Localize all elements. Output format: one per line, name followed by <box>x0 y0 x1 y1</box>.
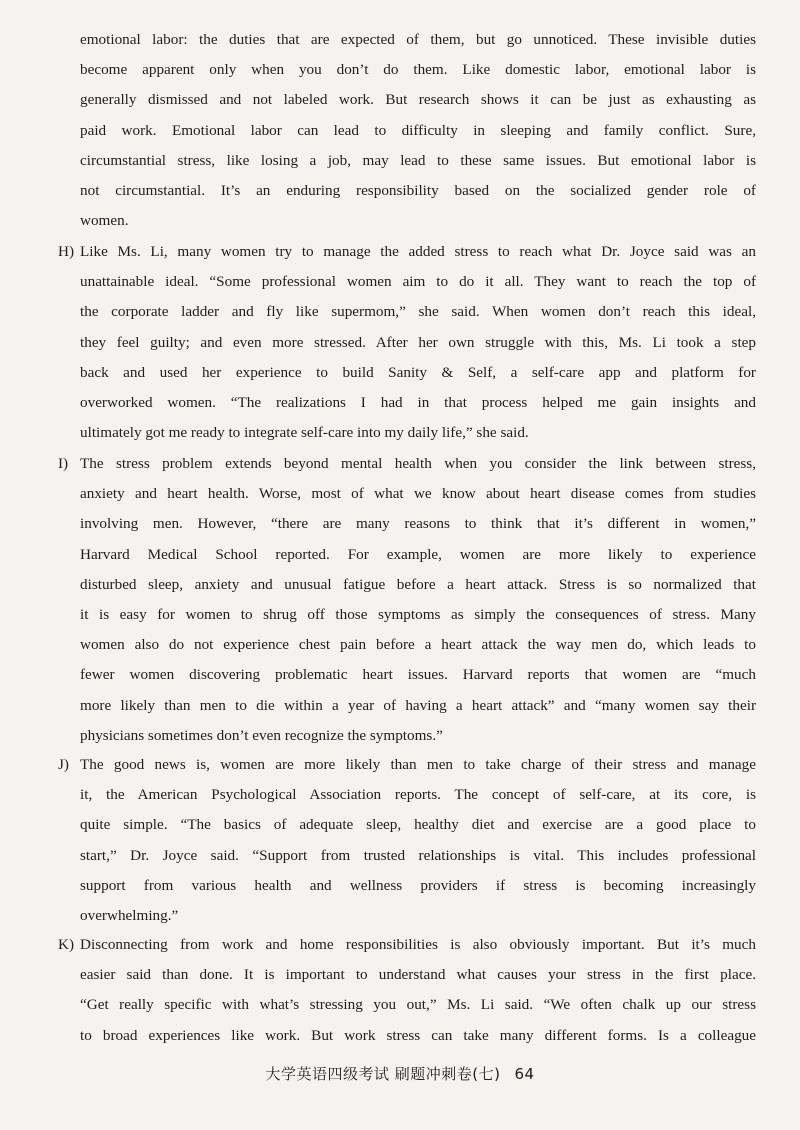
text-line: quite simple. “The basics of adequate sleep, healthy diet and exercise are a good place to <box>80 816 756 834</box>
text-line: Harvard Medical School reported. For example, women are more likely to experience <box>80 545 756 563</box>
text-line: overwhelming.” <box>80 907 179 925</box>
text-line: The stress problem extends beyond mental health when you consider the link between stress, <box>80 455 756 472</box>
paragraph-marker: H) <box>58 243 75 260</box>
text-line: support from various health and wellness providers if stress is becoming increasingly <box>80 876 756 894</box>
text-line: it is easy for women to shrug off those symptoms as simply the consequences of stress. Many <box>80 606 756 624</box>
text-line: ultimately got me ready to integrate self-care into my daily life,” she said. <box>80 424 529 442</box>
text-line: back and used her experience to build Sanity & Self, a self-care app and platform for <box>80 363 756 381</box>
paragraph-j <box>58 750 756 931</box>
text-line: physicians sometimes don’t even recognize the symptoms.” <box>80 726 443 744</box>
text-line: start,” Dr. Joyce said. “Support from trusted relationships is vital. This includes professional <box>80 846 756 864</box>
text-line: become apparent only when you don’t do them. Like domestic labor, emotional labor is <box>80 61 756 79</box>
text-line: fewer women discovering problematic heart issues. Harvard reports that women are “much <box>80 666 756 684</box>
paragraph-i <box>58 449 756 751</box>
text-line: anxiety and heart health. Worse, most of what we know about heart disease comes from studies <box>80 485 756 503</box>
text-line: Disconnecting from work and home responsibilities is also obviously important. But it’s much <box>80 936 756 953</box>
text-line: “Get really specific with what’s stressing you out,” Ms. Li said. “We often chalk up our stress <box>80 996 756 1014</box>
text-line: circumstantial stress, like losing a job, may lead to these same issues. But emotional labor is <box>80 151 756 169</box>
paragraph-k <box>58 930 756 1051</box>
text-line: Like Ms. Li, many women try to manage the added stress to reach what Dr. Joyce said was an <box>80 243 756 260</box>
text-line: The good news is, women are more likely than men to take charge of their stress and manage <box>80 756 756 773</box>
text-line: disturbed sleep, anxiety and unusual fatigue before a heart attack. Stress is so normalized that <box>80 575 756 593</box>
text-line: involving men. However, “there are many reasons to think that it’s different in women,” <box>80 515 756 533</box>
page-number: 64 <box>514 1065 535 1083</box>
text-line: it, the American Psychological Association reports. The concept of self-care, at its core, is <box>80 786 756 804</box>
page-footer <box>0 1063 800 1084</box>
text-line: to broad experiences like work. But work stress can take many different forms. Is a colleague <box>80 1026 756 1044</box>
footer-title: 大学英语四级考试 刷题冲刺卷(七) <box>265 1065 501 1083</box>
paragraph-marker: K) <box>58 936 75 953</box>
text-line: not circumstantial. It’s an enduring responsibility based on the socialized gender role of <box>80 182 756 200</box>
paragraph-h <box>58 237 756 448</box>
text-line: they feel guilty; and even more stressed. After her own struggle with this, Ms. Li took a step <box>80 333 756 351</box>
text-line: women also do not experience chest pain before a heart attack the way men do, which leads to <box>80 636 756 654</box>
text-line: paid work. Emotional labor can lead to difficulty in sleeping and family conflict. Sure, <box>80 121 756 139</box>
text-line: emotional labor: the duties that are expected of them, but go unnoticed. These invisible duties <box>80 31 756 48</box>
text-line: generally dismissed and not labeled work. But research shows it can be just as exhausting as <box>80 91 756 109</box>
paragraph-marker: J) <box>58 756 69 773</box>
text-line: easier said than done. It is important to understand what causes your stress in the first place. <box>80 966 756 984</box>
text-line: women. <box>80 212 129 230</box>
text-line: the corporate ladder and fly like supermom,” she said. When women don’t reach this ideal, <box>80 303 756 321</box>
text-line: more likely than men to die within a year of having a heart attack” and “many women say their <box>80 696 756 714</box>
paragraph-marker: I) <box>58 455 69 472</box>
paragraph-g-continued <box>80 25 756 236</box>
text-line: unattainable ideal. “Some professional women aim to do it all. They want to reach the top of <box>80 273 756 291</box>
text-line: overworked women. “The realizations I had in that process helped me gain insights and <box>80 394 756 412</box>
